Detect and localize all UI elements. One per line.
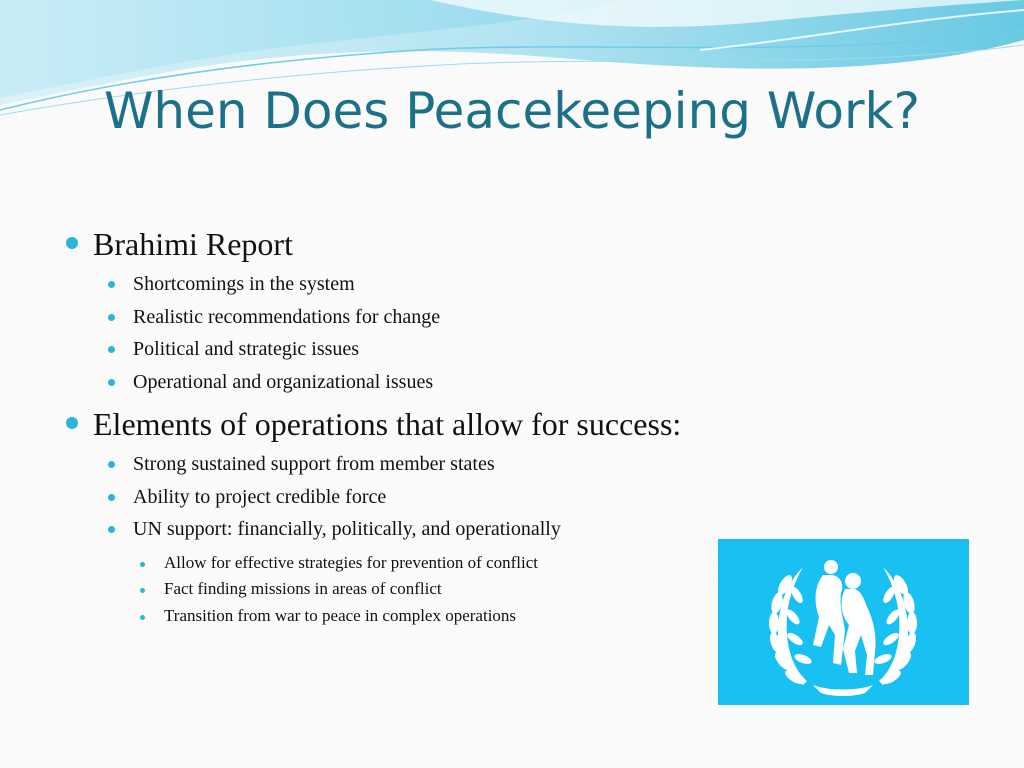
slide-title: When Does Peacekeeping Work? bbox=[103, 82, 921, 140]
bullet-dot-icon bbox=[108, 314, 115, 321]
bullet-dot-icon bbox=[108, 526, 115, 533]
bullet-dot-icon bbox=[140, 615, 145, 620]
bullet-dot-icon bbox=[66, 417, 78, 429]
bullet-level1 bbox=[64, 402, 964, 446]
peacekeeping-emblem-icon bbox=[718, 539, 969, 705]
bullet-level1 bbox=[64, 222, 964, 266]
bullet-text: Operational and organizational issues bbox=[133, 370, 434, 393]
bullet-text: Fact finding missions in areas of conflict bbox=[164, 579, 442, 598]
bullet-text: Political and strategic issues bbox=[133, 338, 360, 360]
bullet-dot-icon bbox=[108, 346, 115, 353]
bullet-text: Strong sustained support from member states bbox=[133, 453, 495, 475]
bullet-level2 bbox=[64, 448, 964, 481]
bullet-text: Allow for effective strategies for prevention of conflict bbox=[164, 552, 539, 572]
bullet-level2 bbox=[64, 268, 964, 301]
peacekeeping-flag-image bbox=[718, 539, 969, 705]
bullet-text: Shortcomings in the system bbox=[133, 273, 355, 295]
bullet-dot-icon bbox=[66, 237, 78, 249]
bullet-level2 bbox=[64, 481, 964, 514]
bullet-dot-icon bbox=[140, 588, 145, 593]
bullet-dot-icon bbox=[108, 494, 115, 501]
bullet-level2 bbox=[64, 366, 964, 399]
bullet-text: Realistic recommendations for change bbox=[133, 305, 441, 328]
bullet-text: Brahimi Report bbox=[93, 226, 293, 262]
bullet-dot-icon bbox=[108, 379, 115, 386]
bullet-level2 bbox=[64, 333, 964, 366]
bullet-text: Ability to project credible force bbox=[133, 485, 387, 508]
bullet-level2 bbox=[64, 301, 964, 334]
bullet-dot-icon bbox=[140, 562, 145, 567]
bullet-text: Elements of operations that allow for success: bbox=[93, 406, 682, 442]
bullet-dot-icon bbox=[108, 461, 115, 468]
bullet-dot-icon bbox=[108, 281, 115, 288]
bullet-text: Transition from war to peace in complex operations bbox=[164, 605, 517, 625]
bullet-text: UN support: financially, politically, and operationally bbox=[133, 518, 561, 540]
